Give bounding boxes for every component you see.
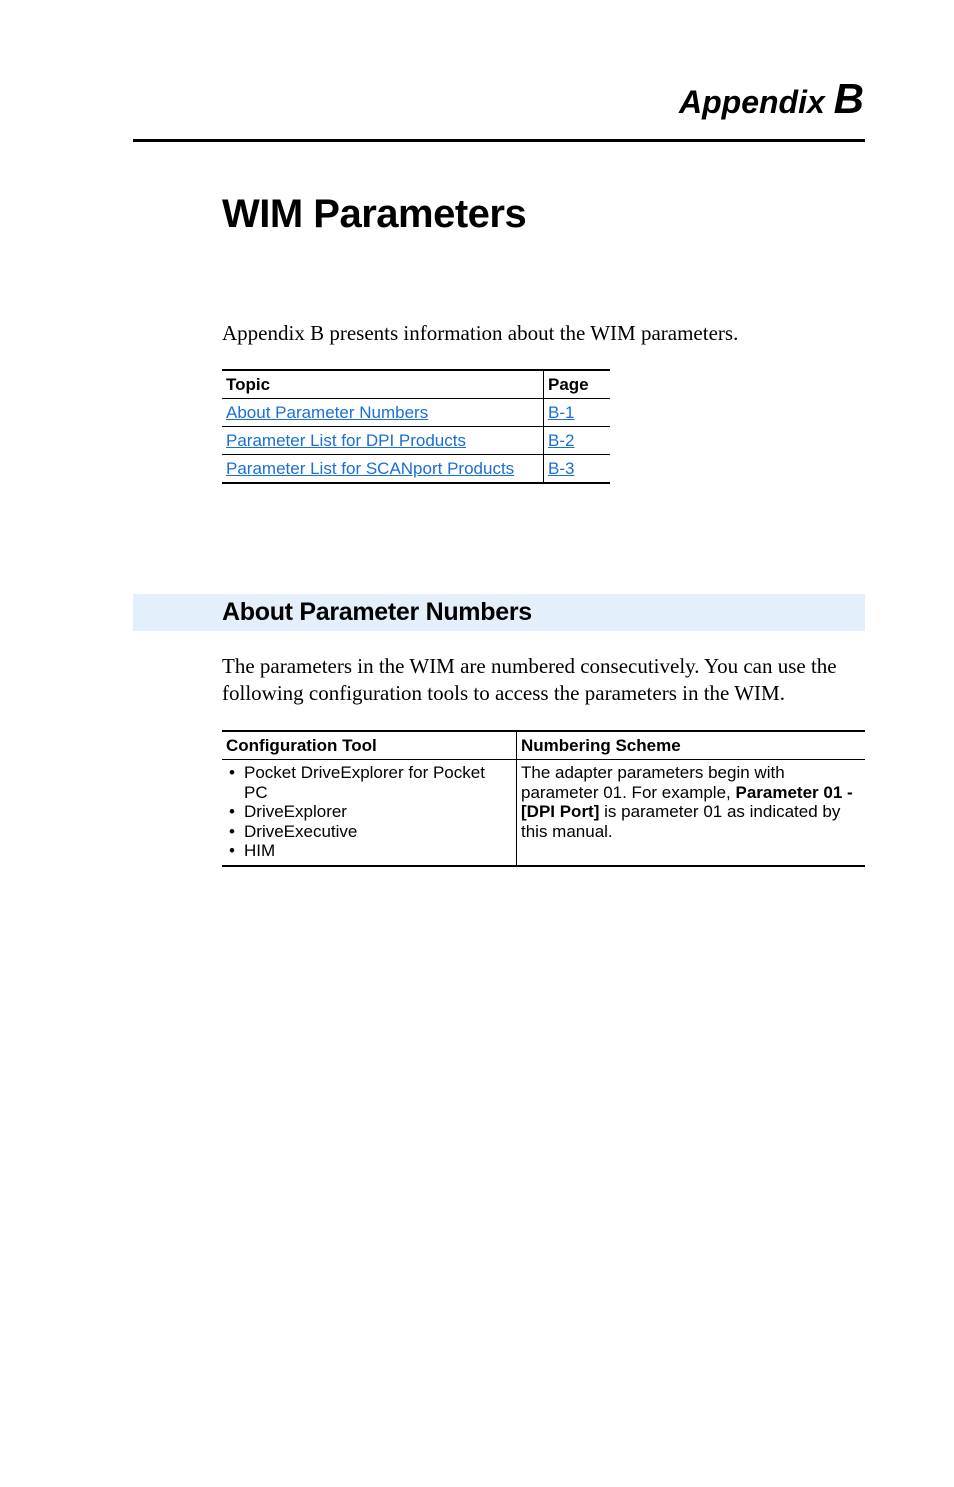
table-row [222,399,610,427]
configuration-tool-header: Configuration Tool [222,731,517,760]
header-rule [133,139,865,142]
appendix-letter: B [833,75,864,122]
scheme-parameter-name: Parameter 01 - [DPI Port] [521,782,853,821]
page-title: WIM Parameters [222,192,527,236]
list-item: • HIM [226,841,512,861]
topic-link-dpi-products[interactable]: Parameter List for DPI Products [226,430,466,450]
numbering-scheme-header: Numbering Scheme [517,731,866,760]
topic-link-scanport-products[interactable]: Parameter List for SCANport Products [226,458,515,478]
topic-column-header: Topic [222,370,544,399]
list-item: • Pocket DriveExplorer for Pocket PC [226,763,512,802]
page-link-b2[interactable]: B-2 [548,430,575,450]
list-item: • DriveExplorer [226,802,512,822]
table-row [222,427,610,455]
configuration-tool-cell [222,760,517,866]
page-link-b3[interactable]: B-3 [548,458,575,478]
tool-list [226,763,512,861]
topic-link-about-parameter-numbers[interactable]: About Parameter Numbers [226,402,429,422]
list-item: • DriveExecutive [226,822,512,842]
section-body-text: The parameters in the WIM are numbered consecutively. You can use the following configuration tools to access the parameters in the WIM. [222,654,837,705]
intro-text: Appendix B presents information about the WIM parameters. [222,321,739,345]
page-column-header: Page [544,370,611,399]
scheme-text-start: The adapter parameters begin with parameter 01. For example, [521,763,785,802]
table-row [222,760,865,866]
appendix-header [678,75,864,122]
section-heading: About Parameter Numbers [222,598,532,626]
table-row [222,455,610,484]
scheme-text-end: is parameter 01 as indicated by this manual. [521,802,841,841]
topic-table [222,369,610,484]
appendix-word: Appendix [678,84,825,120]
configuration-tool-table [222,730,865,867]
page-link-b1[interactable]: B-1 [548,402,575,422]
numbering-scheme-cell [517,760,866,866]
